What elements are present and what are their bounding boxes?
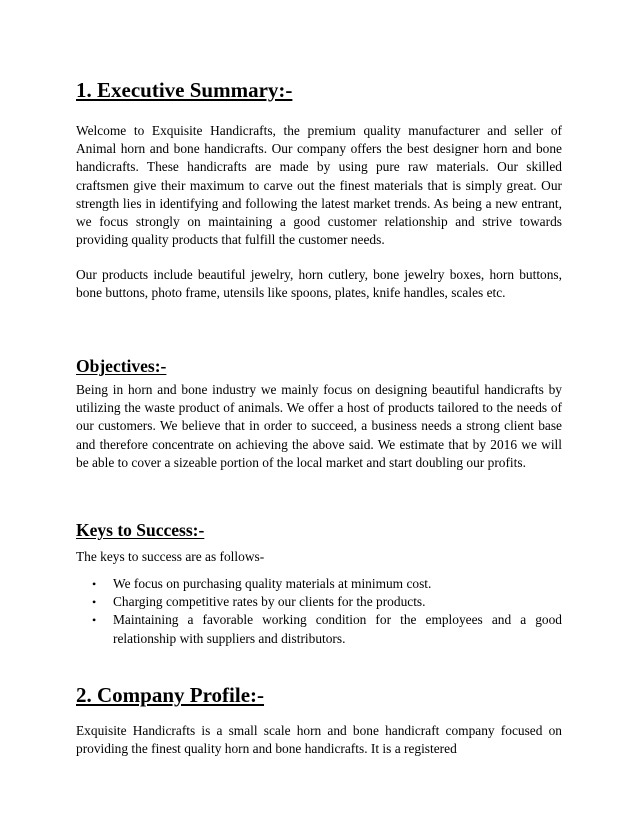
products-paragraph: Our products include beautiful jewelry, horn cutlery, bone jewelry boxes, horn buttons, bone buttons, photo frame, utensils like spoons, plates, knife handles, scales etc.: [76, 267, 562, 301]
keys-intro-text: The keys to success are as follows-: [76, 549, 265, 564]
keys-to-success-heading: Keys to Success:-: [76, 520, 205, 540]
company-profile-paragraph: Exquisite Handicrafts is a small scale horn and bone handicraft company focused on providing the finest quality horn and bone handicrafts. It is a registered: [76, 723, 562, 757]
list-item: [76, 611, 562, 647]
executive-summary-heading: 1. Executive Summary:-: [76, 78, 293, 102]
list-item-text: Charging competitive rates by our clients for the products.: [113, 594, 426, 610]
company-profile-heading: 2. Company Profile:-: [76, 683, 265, 707]
bullet-icon: •: [92, 613, 97, 628]
keys-bullet-list: [76, 575, 562, 648]
list-item-text: Maintaining a favorable working condition for the employees and a good relationship with suppliers and distributors.: [113, 612, 562, 646]
executive-summary-paragraph: Welcome to Exquisite Handicrafts, the premium quality manufacturer and seller of Animal horn and bone handicrafts. Our company offers the best designer horn and bone handicrafts. These handicrafts are made by using pure raw materials. Our skilled craftsmen give their maximum to carve out the finest materials that is simply great. Our strength lies in identifying and following the latest market trends. As being a new entrant, we focus strongly on maintaining a good customer relationship and strive towards providing quality products that fulfill the customer needs.: [76, 123, 562, 248]
list-item-text: We focus on purchasing quality materials at minimum cost.: [113, 576, 432, 591]
objectives-paragraph: Being in horn and bone industry we mainly focus on designing beautiful handicrafts by utilizing the waste product of animals. We offer a host of products tailored to the needs of our customers. We believe that in order to succeed, a business needs a strong client base and therefore concentrate on achieving the above said. We estimate that by 2016 we will be able to cover a sizeable portion of the local market and start doubling our profits.: [76, 382, 562, 470]
bullet-icon: •: [92, 595, 97, 610]
bullet-icon: •: [92, 577, 97, 591]
list-item: [76, 593, 562, 611]
list-item: [76, 575, 562, 593]
objectives-heading: Objectives:-: [76, 356, 167, 376]
